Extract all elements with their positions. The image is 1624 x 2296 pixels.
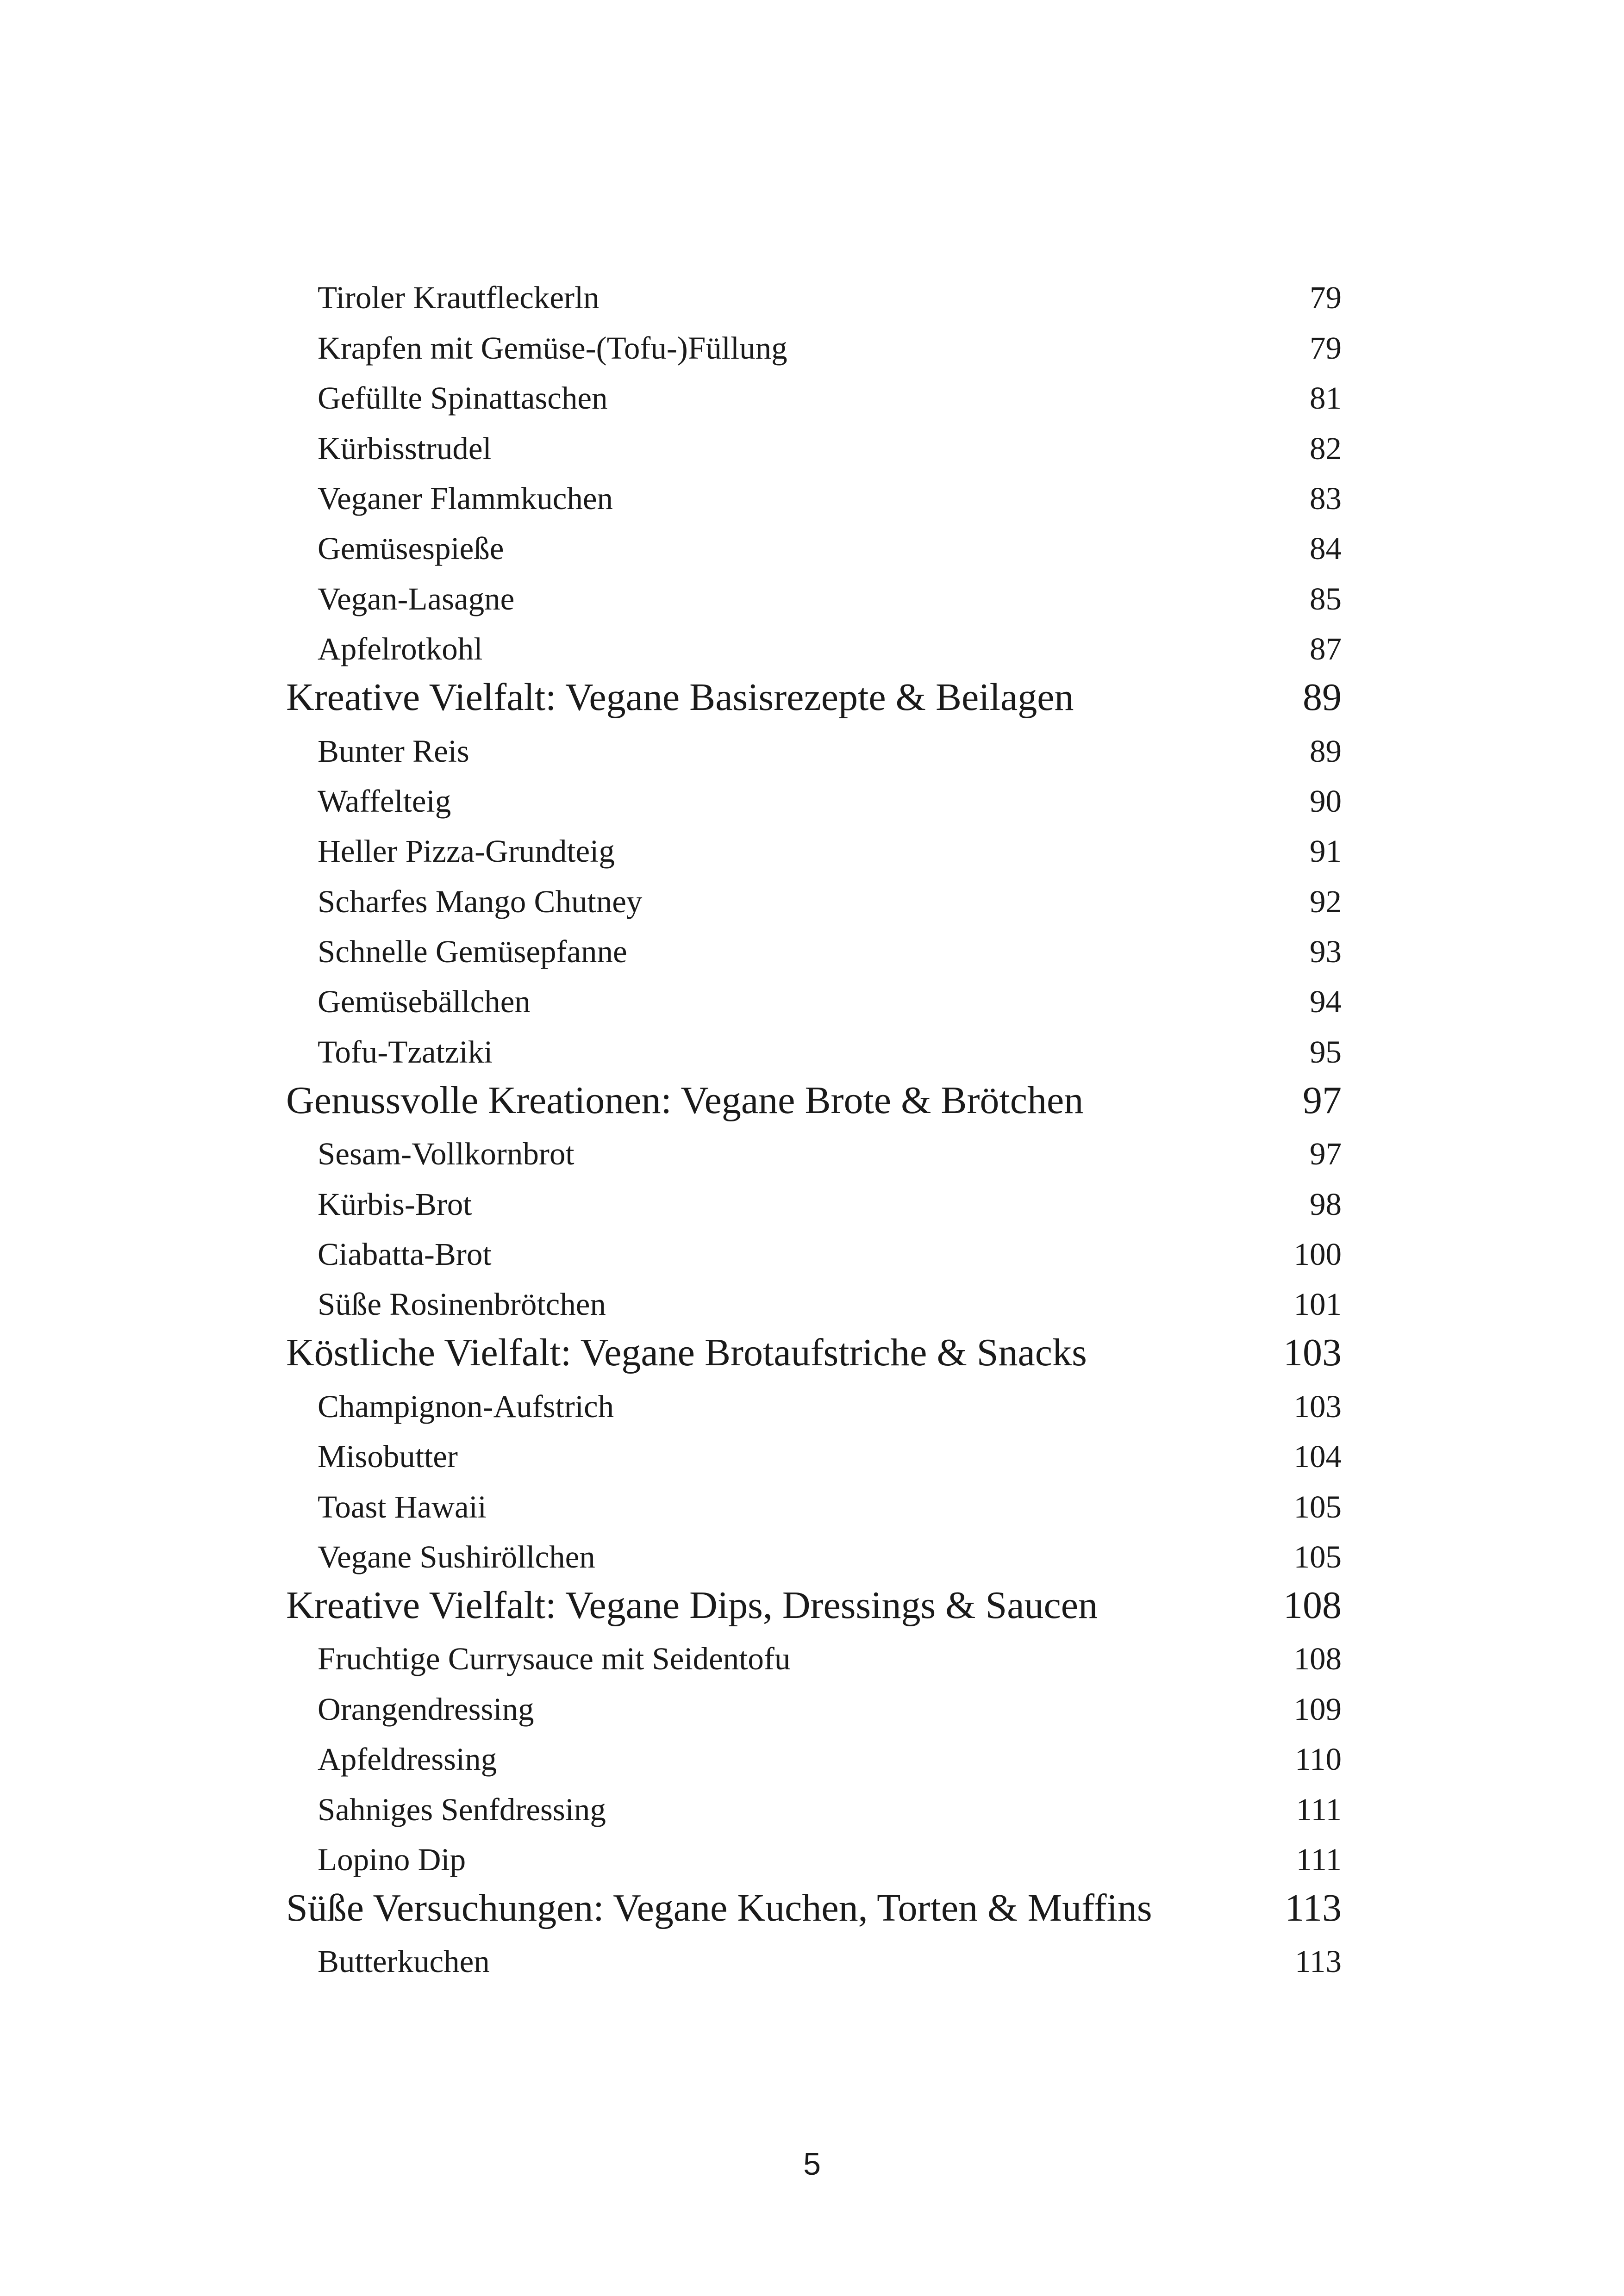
toc-recipe-title: Kürbisstrudel: [318, 430, 492, 466]
toc-recipe-entry[interactable]: [286, 1786, 1342, 1836]
toc-recipe-entry[interactable]: [286, 525, 1342, 575]
toc-recipe-entry[interactable]: [286, 978, 1342, 1028]
toc-page-number: 104: [1293, 1439, 1342, 1475]
toc-recipe-title: Vegan-Lasagne: [318, 581, 515, 616]
toc-page-number: 109: [1293, 1691, 1342, 1727]
toc-page-number: 81: [1310, 380, 1342, 416]
toc-recipe-title: Veganer Flammkuchen: [318, 480, 613, 516]
toc-page-number: 87: [1310, 631, 1342, 667]
toc-page-number: 97: [1310, 1136, 1342, 1172]
table-of-contents: [286, 274, 1342, 1988]
toc-page-number: 79: [1310, 330, 1342, 366]
toc-page-number: 100: [1293, 1237, 1342, 1272]
toc-recipe-entry[interactable]: [286, 1382, 1342, 1432]
toc-recipe-entry[interactable]: [286, 424, 1342, 474]
toc-chapter-entry[interactable]: [286, 1583, 1342, 1635]
toc-recipe-title: Vegane Sushiröllchen: [318, 1539, 595, 1574]
toc-recipe-entry[interactable]: [286, 1281, 1342, 1331]
toc-chapter-entry[interactable]: [286, 1886, 1342, 1938]
toc-chapter-entry[interactable]: [286, 1078, 1342, 1130]
toc-recipe-title: Heller Pizza-Grundteig: [318, 834, 615, 869]
toc-recipe-title: Gefüllte Spinattaschen: [318, 380, 608, 416]
toc-recipe-entry[interactable]: [286, 778, 1342, 828]
toc-recipe-title: Apfeldressing: [318, 1742, 497, 1777]
toc-recipe-entry[interactable]: [286, 1130, 1342, 1180]
toc-page-number: 110: [1295, 1742, 1342, 1777]
toc-page-number: 98: [1310, 1186, 1342, 1222]
toc-recipe-entry[interactable]: [286, 575, 1342, 625]
toc-recipe-entry[interactable]: [286, 1836, 1342, 1886]
toc-recipe-entry[interactable]: [286, 727, 1342, 777]
toc-page-number: 113: [1295, 1944, 1342, 1979]
toc-page-number: 103: [1293, 1388, 1342, 1424]
toc-recipe-title: Lopino Dip: [318, 1842, 466, 1877]
toc-recipe-entry[interactable]: [286, 324, 1342, 374]
toc-page-number: 103: [1283, 1331, 1342, 1375]
toc-recipe-entry[interactable]: [286, 928, 1342, 978]
toc-page-number: 108: [1293, 1641, 1342, 1677]
toc-chapter-title: Kreative Vielfalt: Vegane Dips, Dressings & Saucen: [286, 1583, 1098, 1627]
toc-recipe-title: Misobutter: [318, 1439, 458, 1475]
toc-page-number: 83: [1310, 480, 1342, 516]
toc-page-number: 105: [1293, 1489, 1342, 1524]
toc-recipe-title: Krapfen mit Gemüse-(Tofu-)Füllung: [318, 330, 787, 366]
toc-page-number: 97: [1303, 1078, 1342, 1122]
toc-recipe-title: Süße Rosinenbrötchen: [318, 1287, 606, 1322]
toc-recipe-entry[interactable]: [286, 1685, 1342, 1735]
toc-recipe-title: Ciabatta-Brot: [318, 1237, 492, 1272]
toc-page-number: 92: [1310, 884, 1342, 919]
toc-recipe-title: Gemüsebällchen: [318, 984, 531, 1020]
toc-page-number: 82: [1310, 430, 1342, 466]
toc-recipe-title: Tofu-Tzatziki: [318, 1034, 493, 1070]
toc-page-number: 93: [1310, 934, 1342, 970]
toc-recipe-entry[interactable]: [286, 828, 1342, 877]
toc-recipe-title: Orangendressing: [318, 1691, 534, 1727]
toc-recipe-title: Tiroler Krautfleckerln: [318, 280, 600, 316]
toc-page-number: 113: [1285, 1886, 1342, 1929]
toc-recipe-entry[interactable]: [286, 475, 1342, 525]
toc-recipe-entry[interactable]: [286, 1938, 1342, 1988]
toc-recipe-title: Schnelle Gemüsepfanne: [318, 934, 627, 970]
toc-chapter-title: Genussvolle Kreationen: Vegane Brote & Brötchen: [286, 1078, 1084, 1122]
toc-recipe-title: Sesam-Vollkornbrot: [318, 1136, 575, 1172]
toc-page-number: 94: [1310, 984, 1342, 1020]
toc-chapter-title: Kreative Vielfalt: Vegane Basisrezepte & Beilagen: [286, 676, 1074, 719]
toc-page-number: 111: [1296, 1842, 1342, 1877]
toc-chapter-entry[interactable]: [286, 675, 1342, 727]
toc-page-number: 79: [1310, 280, 1342, 316]
page-number: 5: [803, 2147, 821, 2182]
toc-recipe-title: Fruchtige Currysauce mit Seidentofu: [318, 1641, 791, 1677]
toc-page-number: 105: [1293, 1539, 1342, 1574]
toc-chapter-title: Köstliche Vielfalt: Vegane Brotaufstriche & Snacks: [286, 1331, 1087, 1375]
toc-page-number: 91: [1310, 834, 1342, 869]
toc-recipe-entry[interactable]: [286, 374, 1342, 424]
toc-recipe-title: Toast Hawaii: [318, 1489, 487, 1524]
toc-recipe-entry[interactable]: [286, 877, 1342, 927]
toc-recipe-title: Kürbis-Brot: [318, 1186, 472, 1222]
toc-recipe-entry[interactable]: [286, 1231, 1342, 1281]
toc-page-number: 85: [1310, 581, 1342, 616]
toc-recipe-title: Bunter Reis: [318, 733, 469, 769]
toc-recipe-entry[interactable]: [286, 625, 1342, 675]
toc-page-number: 89: [1303, 676, 1342, 719]
toc-recipe-entry[interactable]: [286, 1028, 1342, 1078]
toc-page-number: 111: [1296, 1792, 1342, 1827]
toc-recipe-entry[interactable]: [286, 1533, 1342, 1583]
toc-recipe-entry[interactable]: [286, 274, 1342, 324]
toc-page-number: 108: [1283, 1583, 1342, 1627]
toc-page-number: 84: [1310, 531, 1342, 566]
toc-recipe-entry[interactable]: [286, 1736, 1342, 1786]
toc-recipe-title: Champignon-Aufstrich: [318, 1388, 614, 1424]
toc-recipe-entry[interactable]: [286, 1433, 1342, 1483]
toc-recipe-title: Scharfes Mango Chutney: [318, 884, 643, 919]
toc-recipe-title: Apfelrotkohl: [318, 631, 483, 667]
toc-page-number: 90: [1310, 783, 1342, 819]
toc-chapter-title: Süße Versuchungen: Vegane Kuchen, Torten & Muffins: [286, 1886, 1152, 1929]
toc-page-number: 89: [1310, 733, 1342, 769]
toc-page-number: 95: [1310, 1034, 1342, 1070]
toc-recipe-title: Sahniges Senfdressing: [318, 1792, 606, 1827]
toc-recipe-entry[interactable]: [286, 1483, 1342, 1533]
toc-recipe-title: Butterkuchen: [318, 1944, 490, 1979]
toc-page-number: 101: [1293, 1287, 1342, 1322]
toc-recipe-entry[interactable]: [286, 1635, 1342, 1685]
toc-chapter-entry[interactable]: [286, 1331, 1342, 1382]
toc-recipe-title: Waffelteig: [318, 783, 451, 819]
toc-recipe-title: Gemüsespieße: [318, 531, 504, 566]
toc-recipe-entry[interactable]: [286, 1180, 1342, 1230]
